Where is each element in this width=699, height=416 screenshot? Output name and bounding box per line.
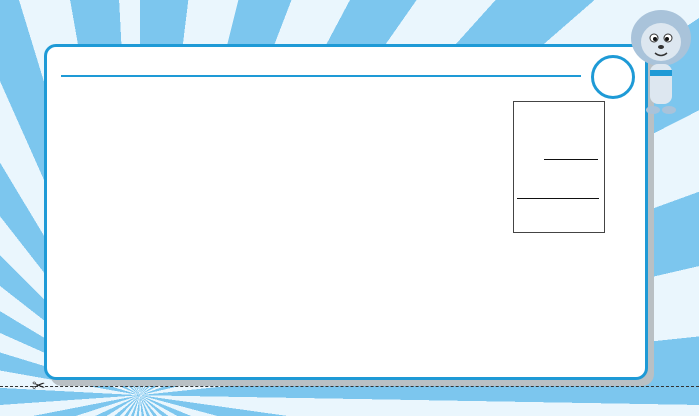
scissors-icon: ✂ [32,378,46,395]
lion-mascot-icon [621,0,699,125]
column-multiplication [513,101,605,233]
title-underline [61,75,581,77]
lesson-card [44,44,648,380]
rule-1 [544,159,598,160]
cut-line [0,386,699,387]
rule-2 [517,198,599,199]
